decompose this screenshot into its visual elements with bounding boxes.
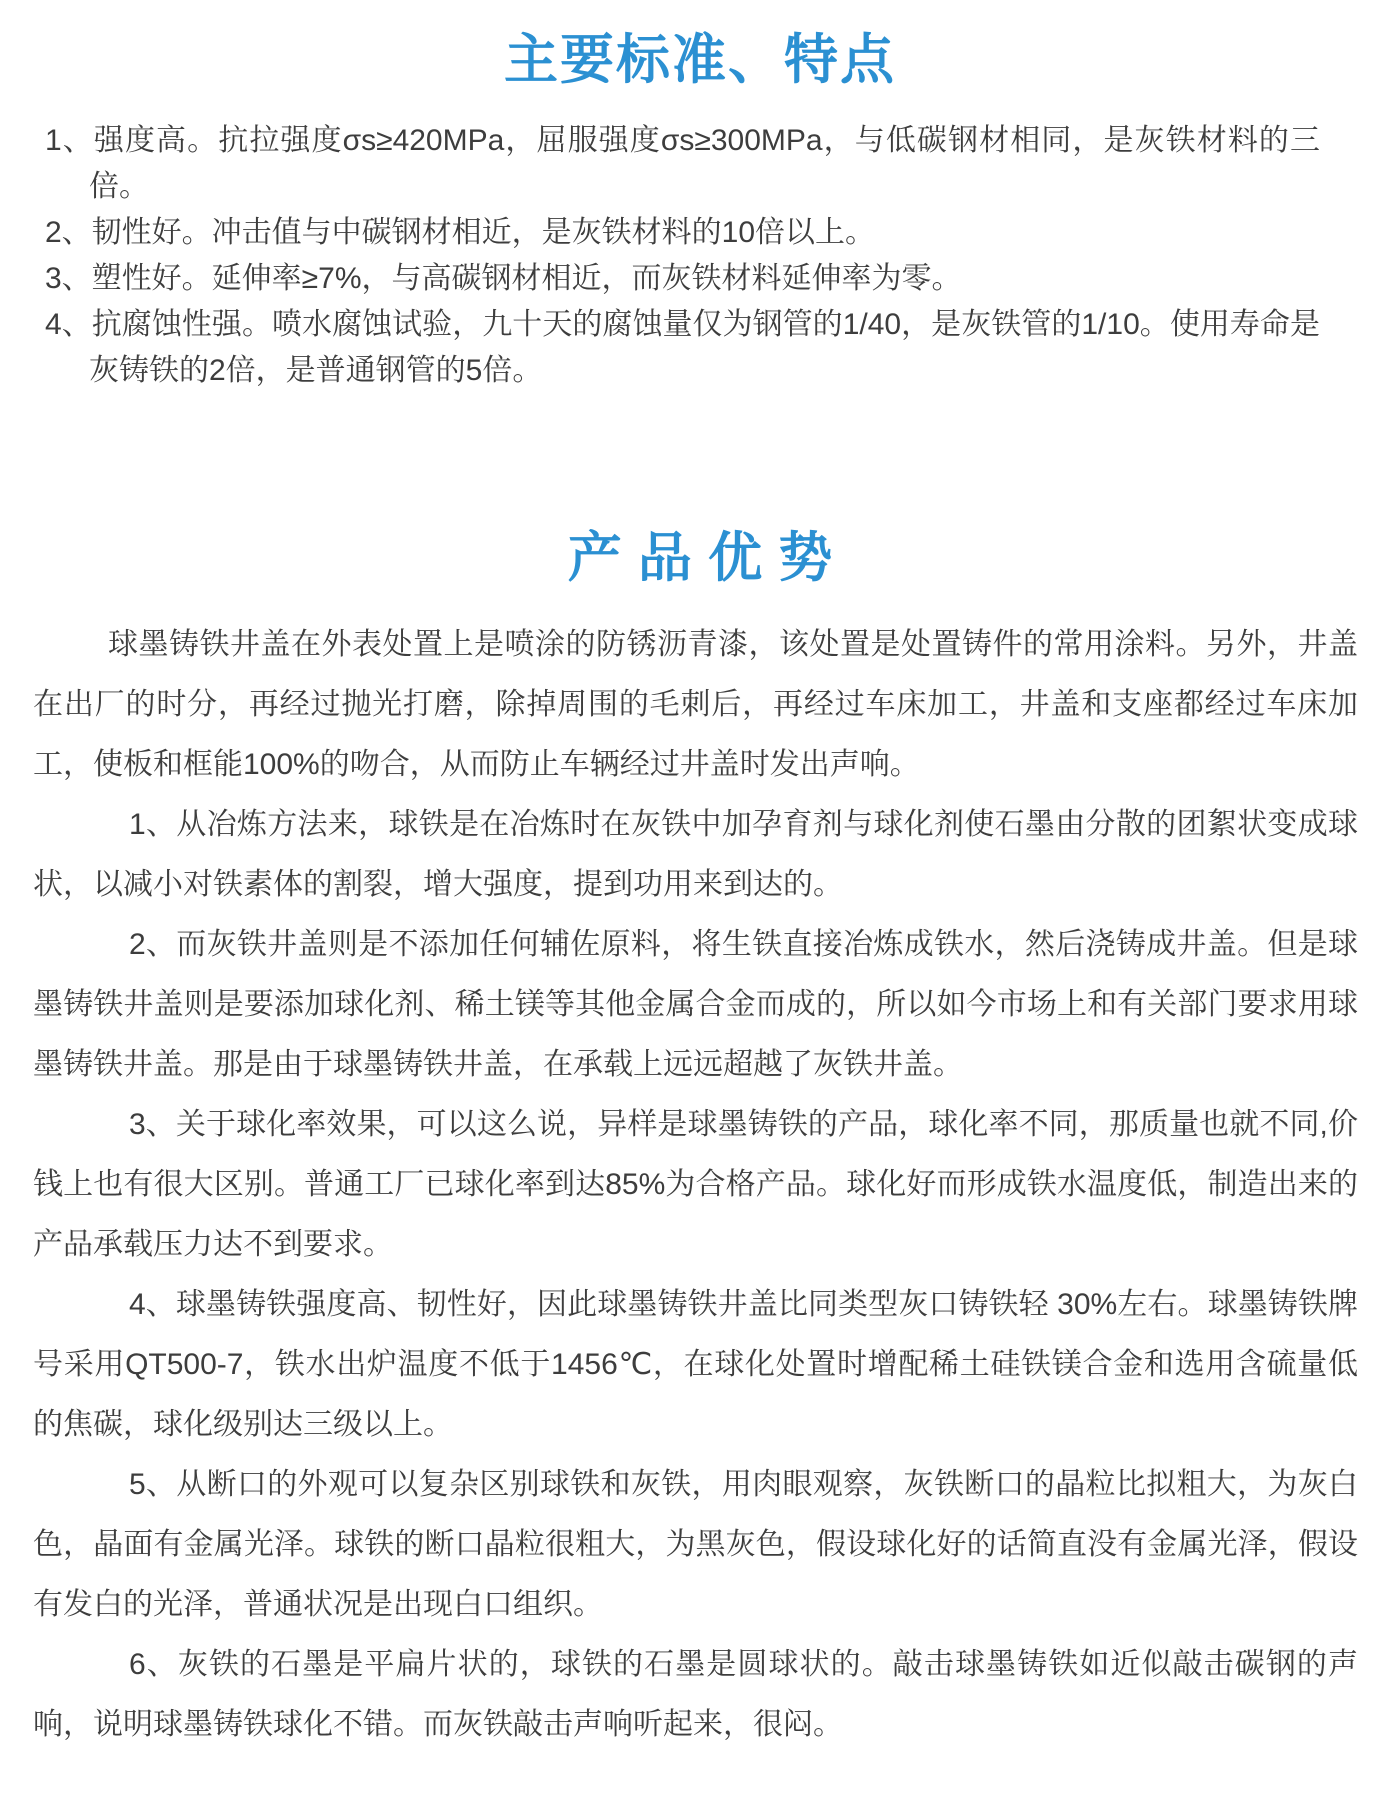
standards-list-item-3: 3、塑性好。延伸率≥7%，与高碳钢材相近，而灰铁材料延伸率为零。 [45,262,962,295]
advantages-body [0,615,1400,1755]
advantages-paragraph-2: 2、而灰铁井盖则是不添加任何辅佐原料，将生铁直接冶炼成铁水，然后浇铸成井盖。但是球墨铸铁井盖则是要添加球化剂、稀土镁等其他金属合金而成的，所以如今市场上和有关部门要求用球墨铸铁井盖。那是由于球墨铸铁井盖，在承载上远远超越了灰铁井盖。 [33,928,1358,1081]
advantages-paragraph-5: 5、从断口的外观可以复杂区别球铁和灰铁，用肉眼观察，灰铁断口的晶粒比拟粗大，为灰白色，晶面有金属光泽。球铁的断口晶粒很粗大，为黑灰色，假设球化好的话简直没有金属光泽，假设有发白的光泽，普通状况是出现白口组织。 [33,1468,1358,1621]
advantages-paragraph-4: 4、球墨铸铁强度高、韧性好，因此球墨铸铁井盖比同类型灰口铸铁轻 30%左右。球墨铸铁牌号采用QT500-7，铁水出炉温度不低于1456℃，在球化处置时增配稀土硅铁镁合金和选用含硫量低的焦碳，球化级别达三级以上。 [33,1288,1358,1441]
standards-list-item-1: 1、强度高。抗拉强度σs≥420MPa，屈服强度σs≥300MPa，与低碳钢材相同，是灰铁材料的三倍。 [45,124,1320,203]
advantages-paragraph-3: 3、关于球化率效果，可以这么说，异样是球墨铸铁的产品，球化率不同，那质量也就不同,价钱上也有很大区别。普通工厂已球化率到达85%为合格产品。球化好而形成铁水温度低，制造出来的产品承载压力达不到要求。 [33,1108,1358,1261]
advantages-paragraph-1: 1、从冶炼方法来，球铁是在冶炼时在灰铁中加孕育剂与球化剂使石墨由分散的团絮状变成球状，以减小对铁素体的割裂，增大强度，提到功用来到达的。 [33,808,1358,901]
advantages-intro-paragraph: 球墨铸铁井盖在外表处置上是喷涂的防锈沥青漆，该处置是处置铸件的常用涂料。另外，井盖在出厂的时分，再经过抛光打磨，除掉周围的毛刺后，再经过车床加工，井盖和支座都经过车床加工，使板和框能100%的吻合，从而防止车辆经过井盖时发出声响。 [33,628,1358,781]
standards-list [0,118,1400,394]
standards-list-item-4: 4、抗腐蚀性强。喷水腐蚀试验，九十天的腐蚀量仅为钢管的1/40，是灰铁管的1/10。使用寿命是灰铸铁的2倍，是普通钢管的5倍。 [45,308,1320,387]
standards-list-item-2: 2、韧性好。冲击值与中碳钢材相近，是灰铁材料的10倍以上。 [45,216,876,249]
advantages-paragraph-6: 6、灰铁的石墨是平扁片状的，球铁的石墨是圆球状的。敲击球墨铸铁如近似敲击碳钢的声响，说明球墨铸铁球化不错。而灰铁敲击声响听起来，很闷。 [33,1648,1358,1741]
advantages-section-title: 产品优势 [567,528,849,588]
standards-section-title: 主要标准、特点 [504,30,896,90]
